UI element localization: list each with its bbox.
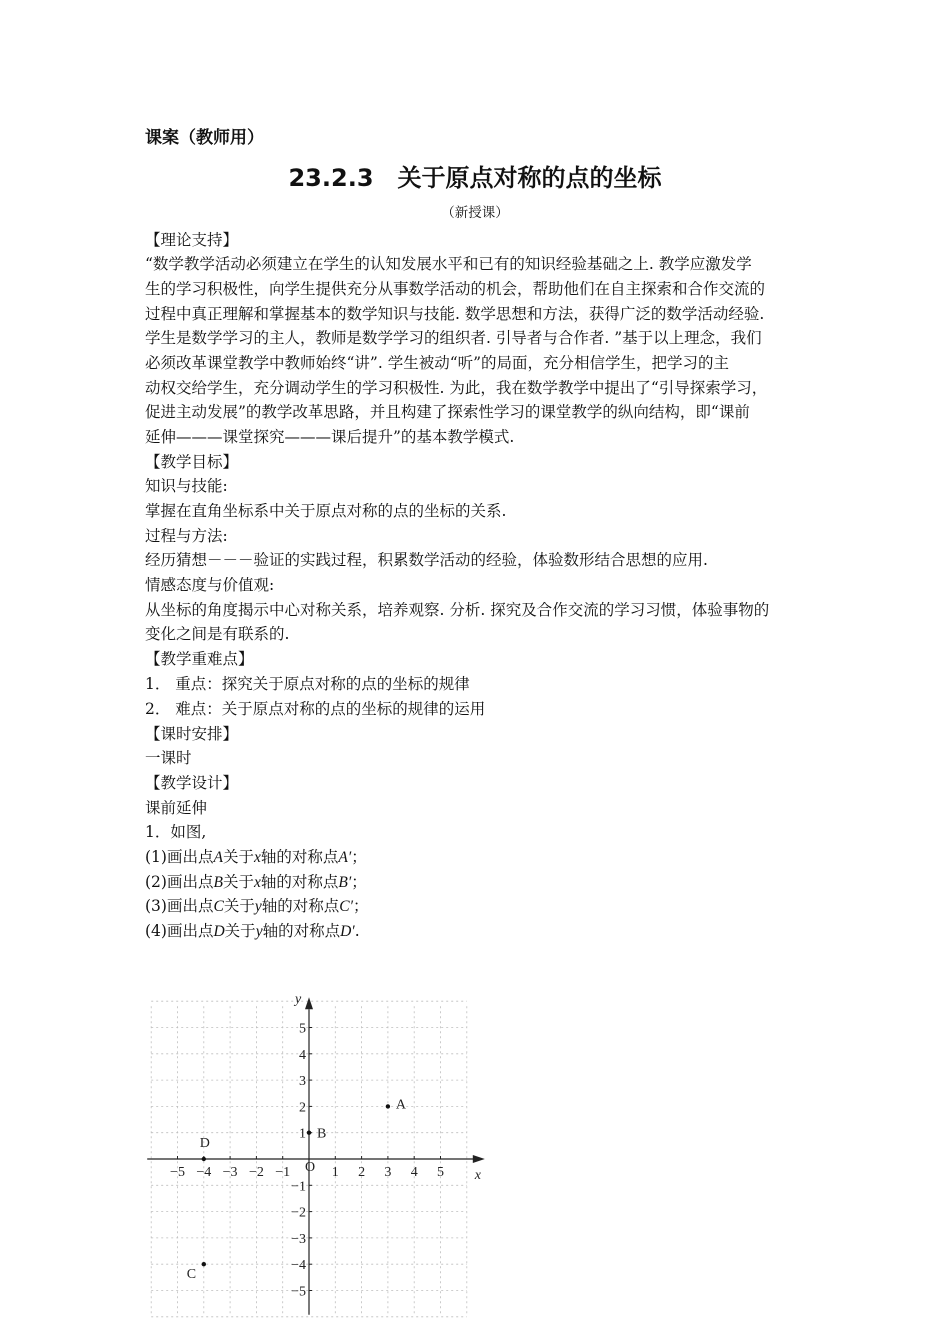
coordinate-grid xyxy=(140,978,500,1324)
process-label: 过程与方法: xyxy=(145,527,228,545)
y-tick-label: 4 xyxy=(299,1047,306,1063)
theory-line: 动权交给学生，充分调动学生的学习积极性. 为此，我在数学教学中提出了“引导探索学习， xyxy=(145,379,768,397)
x-tick-label: 1 xyxy=(331,1165,339,1180)
knowledge-label: 知识与技能: xyxy=(145,477,228,495)
x-tick-label: −1 xyxy=(275,1165,291,1180)
sub-text: 轴的对称点 xyxy=(261,897,340,915)
goals-heading: 【教学目标】 xyxy=(145,453,239,471)
sub-text: 轴的对称点 xyxy=(260,848,339,866)
sub-text: (4)画出点 xyxy=(145,922,214,940)
point-symbol: A′ xyxy=(338,849,352,866)
schedule-text: 一课时 xyxy=(145,749,192,767)
sub-question xyxy=(145,870,367,895)
design-section: 课前延伸 xyxy=(145,799,208,817)
document-header: 课案（教师用） xyxy=(145,128,264,148)
x-tick-label: −5 xyxy=(170,1165,185,1180)
question-1: 1．如图, xyxy=(145,823,207,841)
theory-line: 生的学习积极性，向学生提供充分从事数学活动的机会，帮助他们在自主探索和合作交流的 xyxy=(145,280,766,298)
attitude-label: 情感态度与价值观: xyxy=(145,576,275,594)
design-heading: 【教学设计】 xyxy=(145,774,239,792)
keypoint-item: 2． 难点：关于原点对称的点的坐标的规律的运用 xyxy=(145,700,486,718)
keypoint-item: 1． 重点：探究关于原点对称的点的坐标的规律 xyxy=(145,675,470,693)
theory-line: 必须改革课堂教学中教师始终“讲”. 学生被动“听”的局面，充分相信学生，把学习的主 xyxy=(145,354,730,372)
theory-line: 促进主动发展”的教学改革思路，并且构建了探索性学习的课堂教学的纵向结构，即“课前 xyxy=(145,403,750,421)
point-symbol: D′ xyxy=(340,923,355,940)
point-b xyxy=(307,1131,311,1135)
attitude-line: 变化之间是有联系的. xyxy=(145,625,290,643)
x-tick-label: −2 xyxy=(248,1165,264,1180)
sub-text: 轴的对称点 xyxy=(260,873,339,891)
sub-text: 关于 xyxy=(223,897,255,915)
x-tick-label: −4 xyxy=(196,1165,212,1180)
x-tick-label: 2 xyxy=(358,1165,366,1180)
sub-text: . xyxy=(354,922,360,940)
x-tick-label: 4 xyxy=(410,1165,418,1180)
lesson-subtitle: （新授课） xyxy=(441,205,509,221)
sub-text: 关于 xyxy=(222,848,254,866)
sub-text: (3)画出点 xyxy=(145,897,214,915)
sub-text: ； xyxy=(352,897,369,915)
sub-text: (2)画出点 xyxy=(145,873,214,891)
y-tick-label: −5 xyxy=(291,1284,306,1300)
y-tick-label: −2 xyxy=(291,1205,306,1221)
theory-line: 过程中真正理解和掌握基本的数学知识与技能. 数学思想和方法，获得广泛的数学活动经验. xyxy=(145,305,765,323)
point-symbol: D xyxy=(213,923,225,940)
y-tick-label: 1 xyxy=(299,1126,306,1142)
theory-line: “数学教学活动必须建立在学生的认知发展水平和已有的知识经验基础之上. 教学应激发学 xyxy=(145,255,752,273)
y-tick-label: 5 xyxy=(299,1021,306,1037)
sub-text: ； xyxy=(351,848,367,866)
sub-text: 关于 xyxy=(222,873,254,891)
axis-symbol: x xyxy=(253,849,261,866)
attitude-line: 从坐标的角度揭示中心对称关系，培养观察. 分析. 探究及合作交流的学习习惯，体验事物的 xyxy=(145,601,770,619)
y-tick-label: −3 xyxy=(291,1231,306,1247)
keypoints-heading: 【教学重难点】 xyxy=(145,650,254,668)
axis-symbol: y xyxy=(254,898,262,915)
sub-text: ； xyxy=(351,873,367,891)
y-tick-label: 2 xyxy=(299,1100,306,1116)
sub-text: 轴的对称点 xyxy=(262,922,341,940)
x-axis-label: x xyxy=(474,1168,482,1183)
point-label-a: A xyxy=(395,1097,407,1113)
x-tick-label: 3 xyxy=(384,1165,392,1180)
point-symbol: A xyxy=(213,849,223,866)
x-axis-arrow xyxy=(473,1155,485,1163)
point-label-c: C xyxy=(186,1267,197,1283)
knowledge-text: 掌握在直角坐标系中关于原点对称的点的坐标的关系. xyxy=(145,502,507,520)
x-tick-label: −3 xyxy=(222,1165,238,1180)
sub-question xyxy=(145,919,360,944)
x-tick-label: 5 xyxy=(437,1165,444,1180)
point-c xyxy=(202,1262,206,1266)
sub-question xyxy=(145,845,367,870)
sub-text: (1)画出点 xyxy=(145,848,214,866)
point-symbol: C′ xyxy=(339,898,353,915)
point-symbol: C xyxy=(213,898,224,915)
y-tick-label: 3 xyxy=(299,1074,306,1090)
sub-text: 关于 xyxy=(224,922,256,940)
y-tick-label: −4 xyxy=(291,1258,306,1274)
theory-heading: 【理论支持】 xyxy=(145,231,239,249)
lesson-title: 23.2.3 关于原点对称的点的坐标 xyxy=(288,164,662,192)
y-axis-arrow xyxy=(305,997,313,1009)
point-a xyxy=(386,1104,390,1108)
point-symbol: B′ xyxy=(338,874,352,891)
y-tick-label: −1 xyxy=(291,1179,306,1195)
axis-symbol: x xyxy=(253,874,261,891)
point-label-b: B xyxy=(317,1126,327,1142)
point-label-d: D xyxy=(199,1136,210,1151)
point-d xyxy=(202,1157,206,1161)
y-axis-label: y xyxy=(295,992,302,1008)
sub-question xyxy=(145,894,368,919)
axis-symbol: y xyxy=(255,923,263,940)
theory-line: 学生是数学学习的主人，教师是数学学习的组织者. 引导者与合作者. ”基于以上理念，我们 xyxy=(145,329,762,347)
origin-label: O xyxy=(305,1160,316,1175)
point-symbol: B xyxy=(213,874,223,891)
process-text: 经历猜想－－－验证的实践过程，积累数学活动的经验，体验数形结合思想的应用. xyxy=(145,551,708,569)
theory-line: 延伸———课堂探究———课后提升”的基本教学模式. xyxy=(145,428,515,446)
schedule-heading: 【课时安排】 xyxy=(145,725,239,743)
